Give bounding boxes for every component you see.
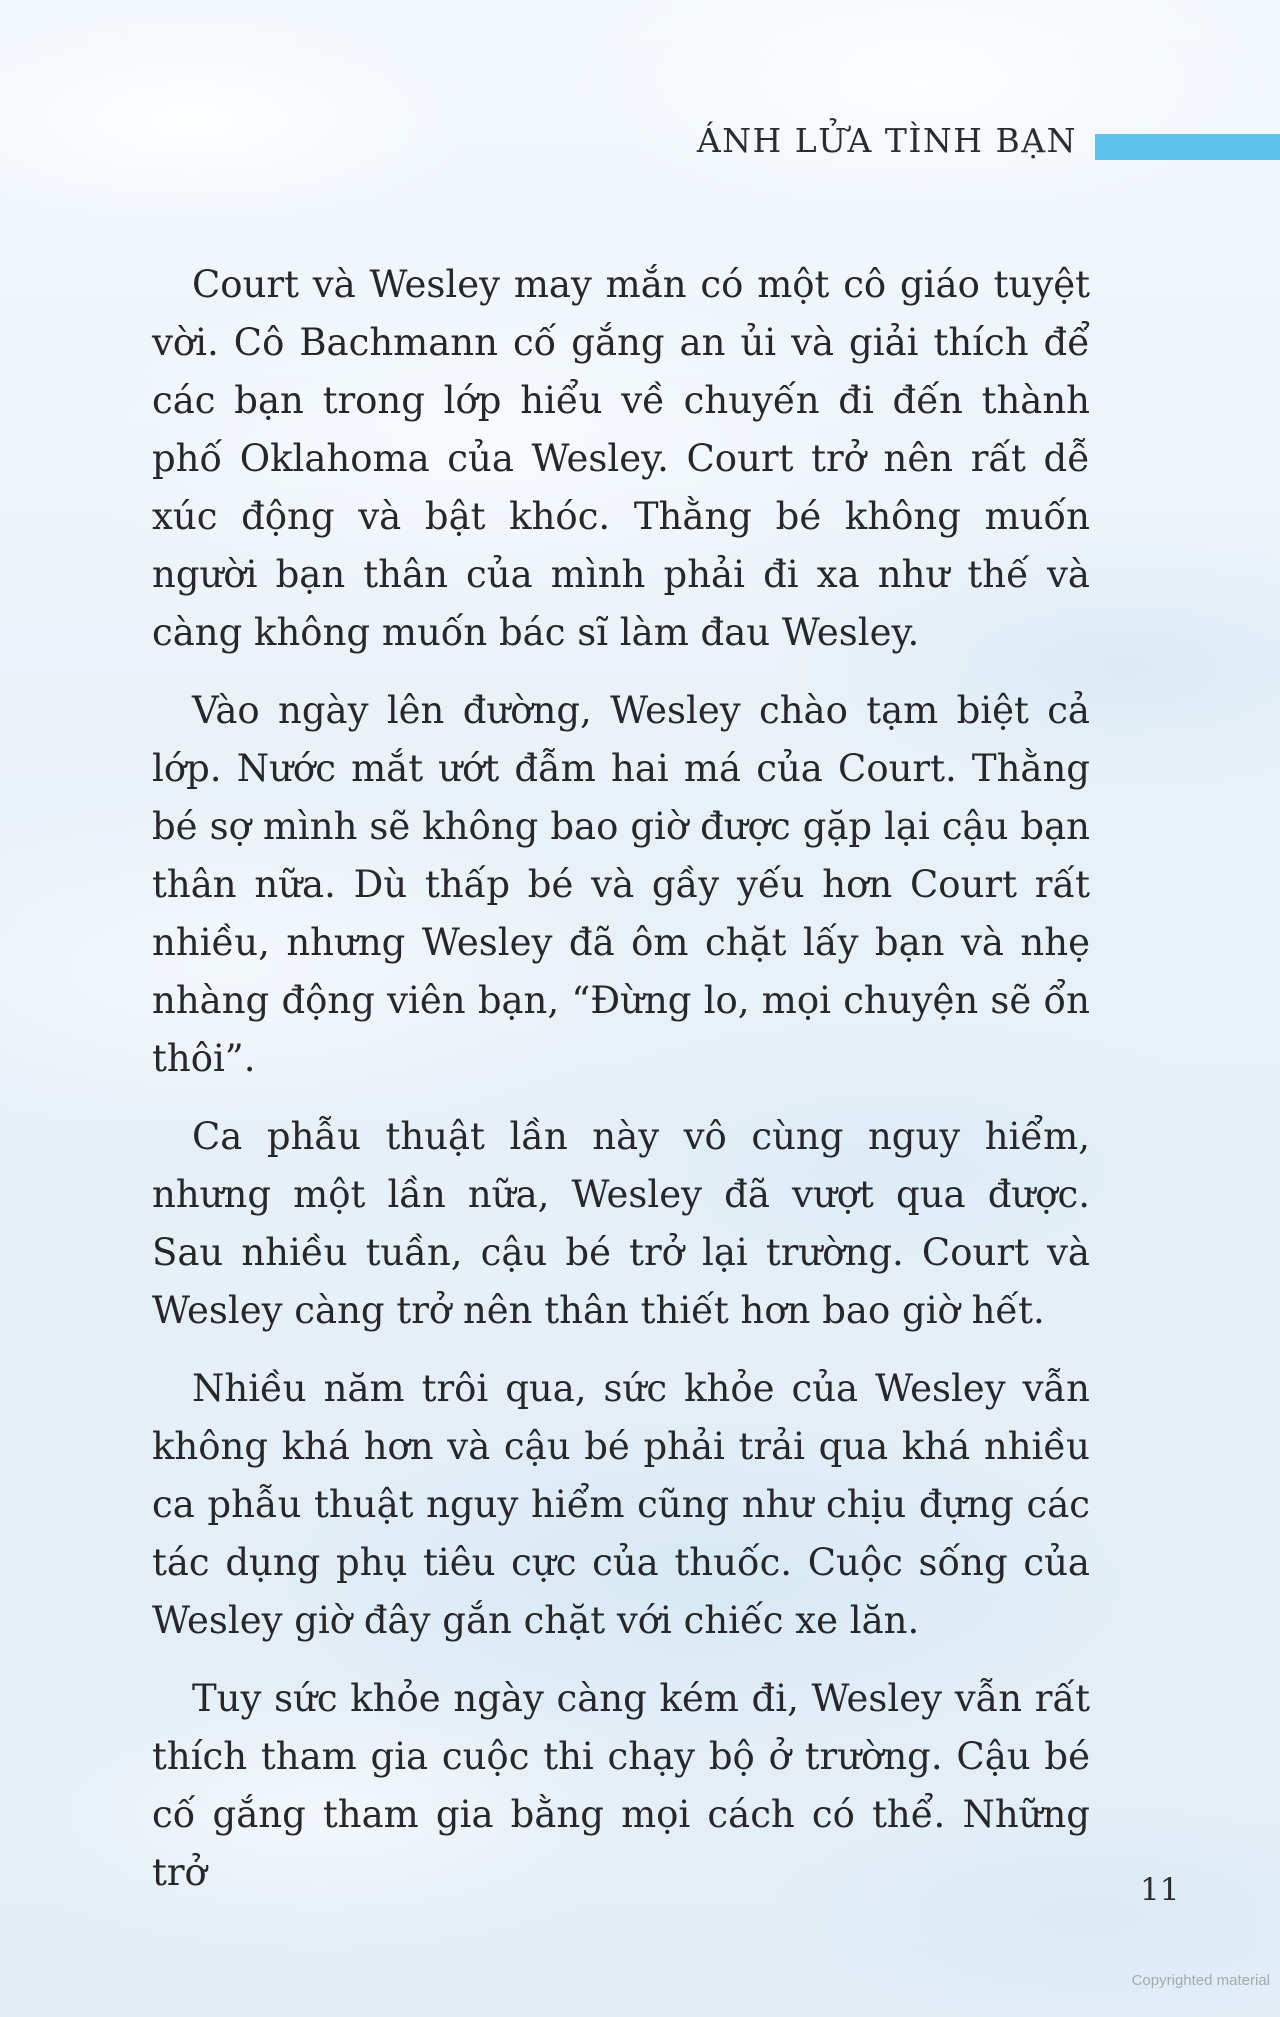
paragraph: Nhiều năm trôi qua, sức khỏe của Wesley vẫn không khá hơn và cậu bé phải trải qua khá nhiều ca phẫu thuật nguy hiểm cũng như chịu đựng các tác dụng phụ tiêu cực của thuốc. Cuộc sống của Wesley giờ đây gắn chặt với chiếc xe lăn.: [152, 1367, 1090, 1642]
header-accent-bar: [1095, 134, 1280, 160]
running-title: ÁNH LỬA TÌNH BẠN: [696, 121, 1077, 160]
body-text: [152, 256, 1090, 1922]
page-number: 11: [1140, 1872, 1180, 1908]
paragraph: Ca phẫu thuật lần này vô cùng nguy hiểm, nhưng một lần nữa, Wesley đã vượt qua được. Sau nhiều tuần, cậu bé trở lại trường. Court và Wesley càng trở nên thân thiết hơn bao giờ hết.: [152, 1115, 1090, 1332]
paragraph: Vào ngày lên đường, Wesley chào tạm biệt cả lớp. Nước mắt ướt đẫm hai má của Court. Thằng bé sợ mình sẽ không bao giờ được gặp lại cậu bạn thân nữa. Dù thấp bé và gầy yếu hơn Court rất nhiều, nhưng Wesley đã ôm chặt lấy bạn và nhẹ nhàng động viên bạn, “Đừng lo, mọi chuyện sẽ ổn thôi”.: [152, 689, 1090, 1080]
paragraph: Court và Wesley may mắn có một cô giáo tuyệt vời. Cô Bachmann cố gắng an ủi và giải thích để các bạn trong lớp hiểu về chuyến đi đến thành phố Oklahoma của Wesley. Court trở nên rất dễ xúc động và bật khóc. Thằng bé không muốn người bạn thân của mình phải đi xa như thế và càng không muốn bác sĩ làm đau Wesley.: [152, 263, 1090, 654]
paragraph: Tuy sức khỏe ngày càng kém đi, Wesley vẫn rất thích tham gia cuộc thi chạy bộ ở trường. Cậu bé cố gắng tham gia bằng mọi cách có thể. Những trở: [152, 1677, 1090, 1894]
copyright-watermark: Copyrighted material: [1131, 1972, 1270, 1989]
